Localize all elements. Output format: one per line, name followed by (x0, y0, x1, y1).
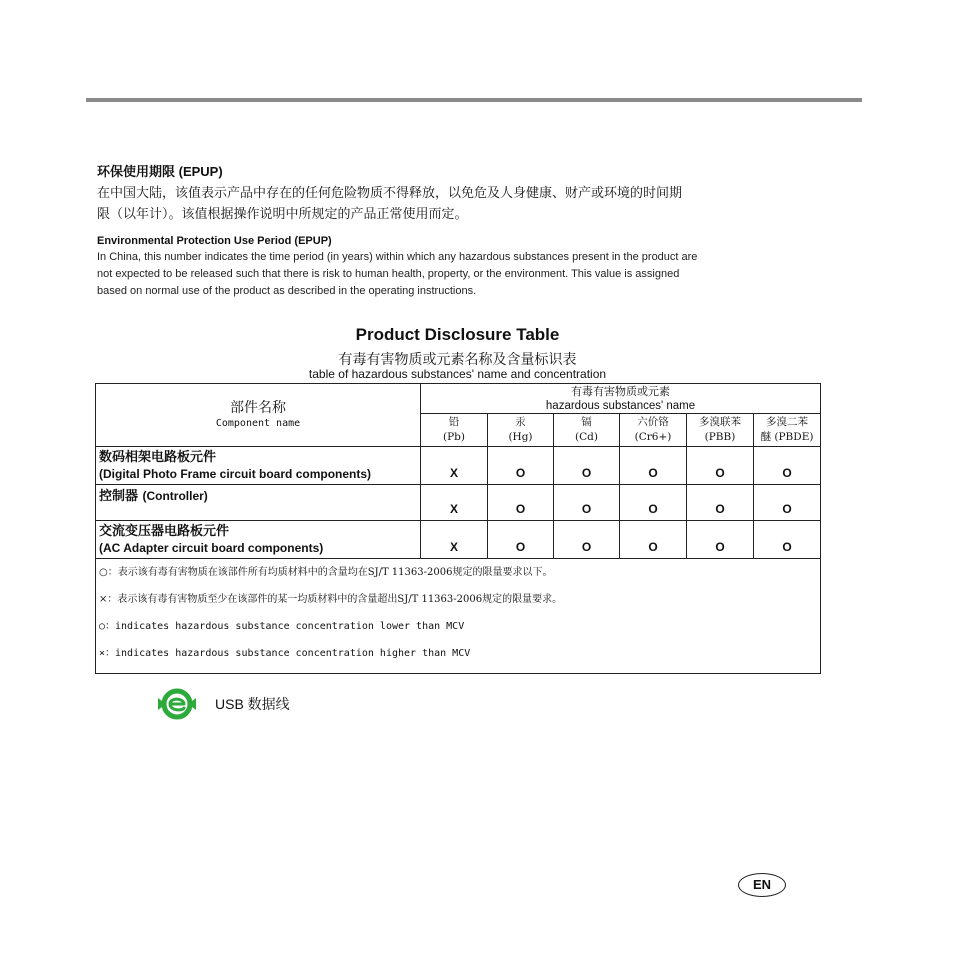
mark-cell: O (488, 485, 554, 521)
table-notes (96, 559, 821, 674)
part-name-cn: 控制器 (99, 488, 139, 503)
mark-cell: X (421, 521, 488, 559)
part-name-cell (96, 485, 421, 521)
mark-cell: O (620, 485, 687, 521)
mark-cell: O (488, 447, 554, 485)
mark-cell: O (687, 485, 754, 521)
substance-name: 六价铬 (637, 416, 669, 428)
mark-cell: X (421, 447, 488, 485)
table-row (96, 521, 821, 559)
mark-cell: O (554, 521, 620, 559)
table-title: Product Disclosure Table (355, 325, 560, 344)
epup-text-en-line1: In China, this number indicates the time period (in years) within which any hazardous substances present in the product are (97, 251, 698, 263)
note-line: ×：表示该有毒有害物质至少在该部件的某一均质材料中的含量超出SJ/T 11363-2006规定的限量要求。 (99, 594, 563, 605)
part-name-en: (Controller) (142, 489, 208, 503)
hazard-header (421, 384, 821, 414)
mark-cell: X (421, 485, 488, 521)
table-row (96, 447, 821, 485)
substance-code: 醚 (PBDE) (760, 431, 814, 443)
table-subtitle-cn: 有毒有害物质或元素名称及含量标识表 (338, 351, 577, 367)
epup-text-cn-line1: 在中国大陆，该值表示产品中存在的任何危险物质不得释放，以免危及人身健康、财产或环境的时间期 (97, 185, 683, 200)
substance-mercury (488, 414, 554, 447)
mark-cell: O (554, 447, 620, 485)
mark-cell: O (754, 521, 821, 559)
epup-heading-cn: 环保使用期限 (EPUP) (97, 164, 223, 179)
substance-name: 汞 (515, 416, 526, 428)
product-disclosure-table (95, 383, 821, 674)
substance-name: 多溴联苯 (699, 416, 741, 428)
mark-cell: O (554, 485, 620, 521)
substance-cadmium (554, 414, 620, 447)
hazard-header-cn: 有毒有害物质或元素 (571, 384, 671, 398)
epup-section-english (97, 233, 827, 300)
component-header-en: Component name (215, 418, 301, 429)
epup-text-cn-line2: 限（以年计）。该值根据操作说明中所规定的产品正常使用而定。 (97, 206, 468, 221)
mark-cell: O (687, 521, 754, 559)
substance-chromium (620, 414, 687, 447)
epup-recycle-logo-icon (152, 684, 202, 724)
mark-cell: O (754, 485, 821, 521)
mark-cell: O (488, 521, 554, 559)
component-header (96, 384, 421, 447)
substance-code: (Cd) (575, 431, 598, 443)
usb-epup-item (152, 684, 290, 724)
top-divider (86, 98, 862, 102)
hazard-header-en: hazardous substances' name (545, 399, 696, 412)
part-name-cn: 交流变压器电路板元件 (99, 523, 230, 538)
epup-text-en-line3: based on normal use of the product as described in the operating instructions. (97, 285, 477, 297)
part-name-en: (AC Adapter circuit board components) (99, 541, 324, 555)
substance-name: 多溴二苯 (766, 416, 809, 428)
substance-name: 镉 (581, 416, 592, 428)
substance-code: (Cr6+) (634, 431, 672, 443)
substance-code: (Pb) (443, 431, 465, 443)
substance-pbde (754, 414, 821, 447)
substance-name: 铅 (448, 416, 460, 428)
table-row (96, 485, 821, 521)
mark-cell: O (687, 447, 754, 485)
epup-section-chinese (97, 162, 827, 224)
table-subtitle-en: table of hazardous substances' name and concentration (308, 367, 607, 381)
usb-label: USB 数据线 (215, 696, 290, 712)
language-badge: EN (738, 873, 786, 897)
epup-text-en-line2: not expected to be released such that there is risk to human health, property, or the environment. This value is assigned (97, 268, 680, 280)
part-name-cell (96, 521, 421, 559)
part-name-cell (96, 447, 421, 485)
substance-code: (PBB) (704, 431, 736, 443)
substance-pbb (687, 414, 754, 447)
note-line: ×：indicates hazardous substance concentration higher than MCV (99, 648, 471, 659)
part-name-en: (Digital Photo Frame circuit board components) (99, 467, 372, 481)
epup-heading-en: Environmental Protection Use Period (EPUP) (97, 235, 332, 247)
substance-lead (421, 414, 488, 447)
substance-code: (Hg) (508, 431, 533, 443)
part-name-cn: 数码相架电路板元件 (99, 449, 217, 464)
mark-cell: O (620, 447, 687, 485)
note-line: ○：表示该有毒有害物质在该部件所有均质材料中的含量均在SJ/T 11363-2006规定的限量要求以下。 (99, 567, 553, 578)
mark-cell: O (754, 447, 821, 485)
mark-cell: O (620, 521, 687, 559)
component-header-cn: 部件名称 (230, 400, 286, 416)
note-line: ○：indicates hazardous substance concentration lower than MCV (99, 621, 465, 632)
